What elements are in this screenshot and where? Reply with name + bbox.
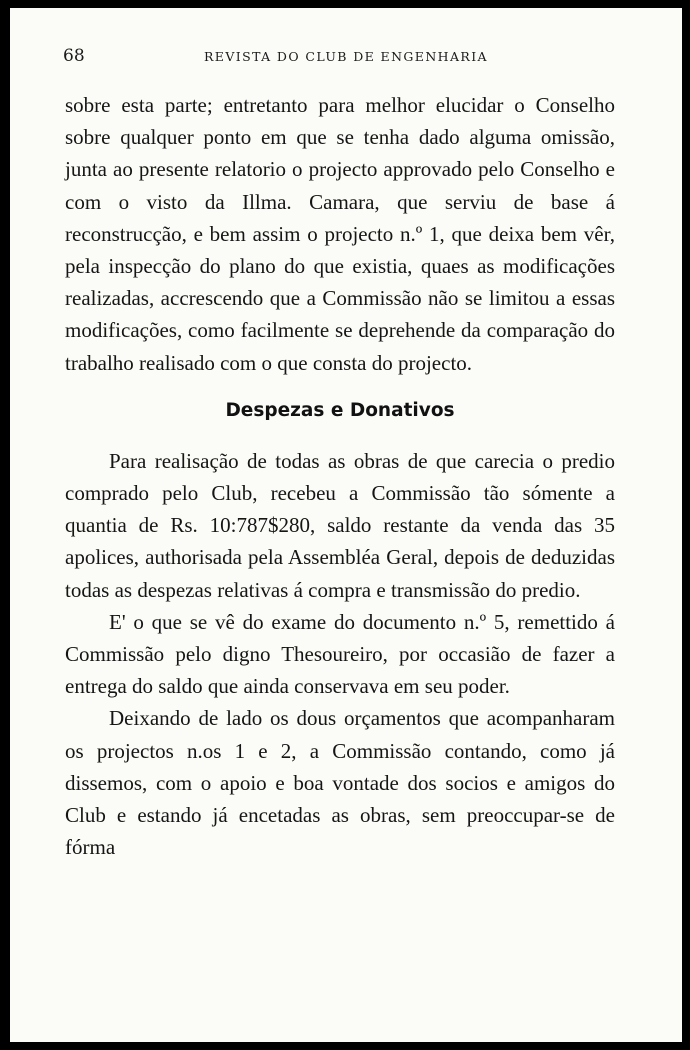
- page-number: 68: [63, 46, 85, 66]
- paragraph: Para realisação de todas as obras de que carecia o predio comprado pelo Club, recebeu a Commissão tão sómente a quantia de Rs. 10:787$280, saldo restante da venda das 35 apolices, authorisada pela Assembléa Geral, depois de deduzidas todas as despezas relativas á compra e transmissão do predio.: [65, 448, 615, 602]
- paragraph-continuation: sobre esta parte; entretanto para melhor elucidar o Conselho sobre qualquer ponto em que se tenha dado alguma omissão, junta ao presente relatorio o projecto approvado pelo Conselho e com o visto da Illma. Camara, que serviu de base á reconstrucção, e bem assim o projecto n.º 1, que deixa bem vêr, pela inspecção do plano do que existia, quaes as modificações realizadas, accrescendo que a Commissão não se limitou a essas modificações, como facilmente se deprehende da comparação do trabalho realisado com o que consta do projecto.: [65, 93, 615, 375]
- document-page: [10, 8, 682, 1042]
- page-header: [10, 46, 682, 70]
- body-text: [65, 89, 615, 863]
- paragraph: E' o que se vê do exame do documento n.º 5, remettido á Commissão pelo digno Thesoureiro, por occasião de fazer a entrega do saldo que ainda conservava em seu poder.: [65, 609, 615, 699]
- running-title: REVISTA DO CLUB DE ENGENHARIA: [204, 49, 488, 64]
- paragraph: Deixando de lado os dous orçamentos que acompanharam os projectos n.os 1 e 2, a Commissão contando, como já dissemos, com o apoio e boa vontade dos socios e amigos do Club e estando já encetadas as obras, sem preoccupar-se de fórma: [65, 706, 615, 860]
- section-heading: Despezas e Donativos: [225, 399, 455, 421]
